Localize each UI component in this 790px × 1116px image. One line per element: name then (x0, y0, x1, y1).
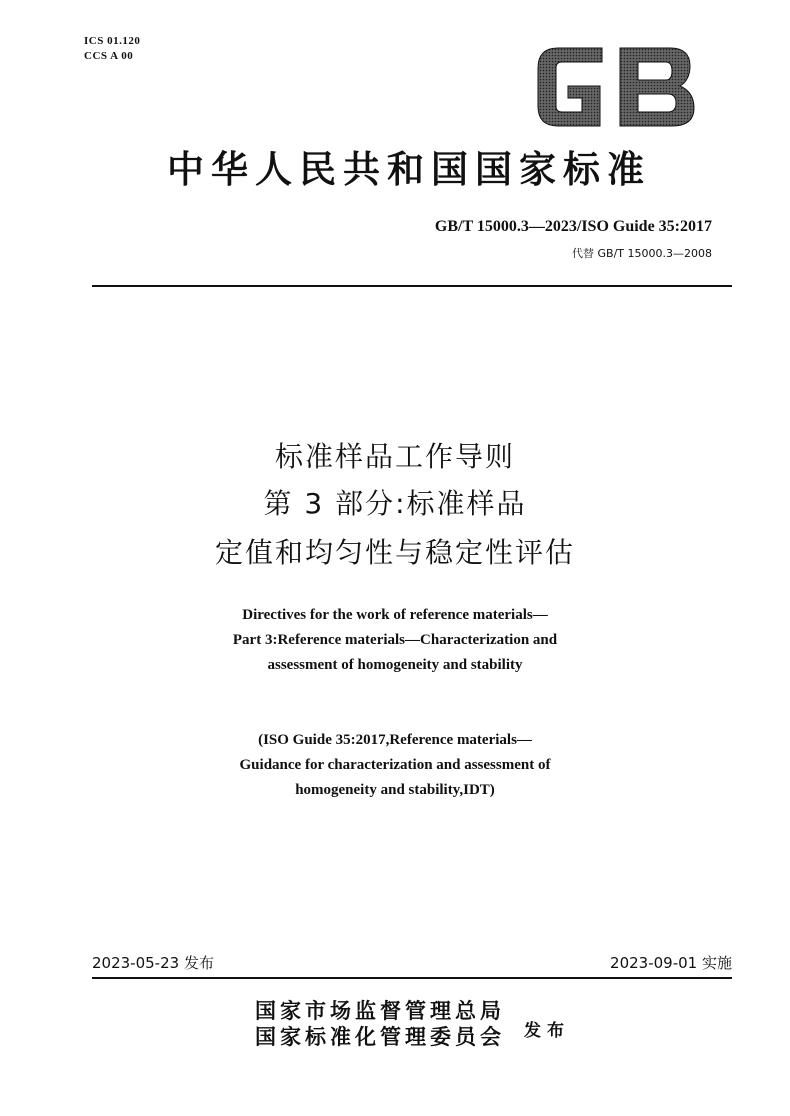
en-title-line-1: Directives for the work of reference materials— (242, 607, 548, 623)
footer-divider (92, 977, 732, 979)
issue-date: 2023-05-23 发布 (92, 954, 214, 972)
implementation-date: 2023-09-01 实施 (610, 954, 732, 972)
replaces-standard: 代替 GB/T 15000.3—2008 (572, 247, 712, 260)
en-title-line-2: Part 3:Reference materials—Characterization and (232, 632, 558, 648)
cn-title-line-1: 标准样品工作导则 (274, 440, 515, 473)
equivalence-line-3: homogeneity and stability,IDT) (295, 782, 495, 798)
ccs-code: CCS A 00 (84, 50, 134, 62)
issuer-sac: 国家标准化管理委员会 (255, 1024, 505, 1049)
ics-code: ICS 01.120 (84, 35, 141, 47)
gb-logo (530, 42, 700, 132)
issuer-samr: 国家市场监督管理总局 (255, 998, 505, 1023)
en-title-line-3: assessment of homogeneity and stability (267, 657, 523, 673)
cn-title-line-3: 定值和均匀性与稳定性评估 (214, 536, 575, 569)
classification-codes (84, 34, 140, 64)
header-divider (92, 285, 732, 287)
cn-title-line-2: 第 3 部分:标准样品 (263, 487, 527, 520)
national-standard-title: 中华人民共和国国家标准 (167, 147, 651, 191)
equivalence-line-1: (ISO Guide 35:2017,Reference materials— (258, 732, 532, 748)
equivalence-line-2: Guidance for characterization and assessment of (239, 757, 551, 773)
issue-word: 发布 (524, 1021, 570, 1041)
standard-number: GB/T 15000.3—2023/ISO Guide 35:2017 (434, 218, 712, 235)
